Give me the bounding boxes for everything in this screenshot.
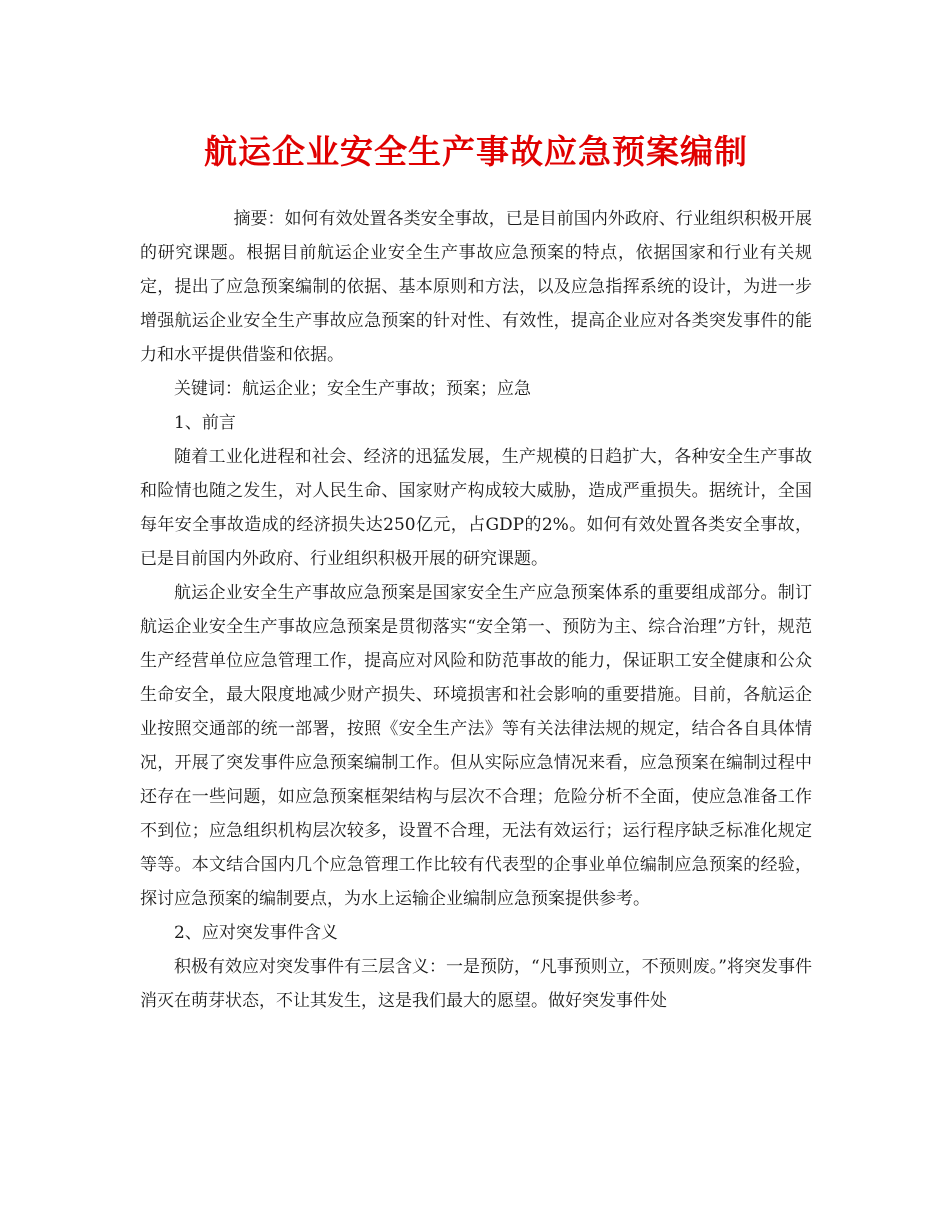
- section1-paragraph-1: 随着工业化进程和社会、经济的迅猛发展，生产规模的日趋扩大，各种安全生产事故和险情也随之发生，对人民生命、国家财产构成较大威胁，造成严重损失。据统计，全国每年安全事故造成的经济损失达250亿元，占GDP的2%。如何有效处置各类安全事故，已是目前国内外政府、行业组织积极开展的研究课题。: [140, 447, 812, 569]
- document-body: [140, 202, 812, 1018]
- section-heading-2: 2、应对突发事件含义: [174, 923, 338, 943]
- keywords-line: 关键词：航运企业；安全生产事故；预案；应急: [174, 379, 531, 399]
- section1-paragraph-2: 航运企业安全生产事故应急预案是国家安全生产应急预案体系的重要组成部分。制订航运企业安全生产事故应急预案是贯彻落实“安全第一、预防为主、综合治理”方针，规范生产经营单位应急管理工作，提高应对风险和防范事故的能力，保证职工安全健康和公众生命安全，最大限度地减少财产损失、环境损害和社会影响的重要措施。目前，各航运企业按照交通部的统一部署，按照《安全生产法》等有关法律法规的规定，结合各自具体情况，开展了突发事件应急预案编制工作。但从实际应急情况来看，应急预案在编制过程中还存在一些问题，如应急预案框架结构与层次不合理；危险分析不全面，使应急准备工作不到位；应急组织机构层次较多，设置不合理，无法有效运行；运行程序缺乏标准化规定等等。本文结合国内几个应急管理工作比较有代表型的企事业单位编制应急预案的经验，探讨应急预案的编制要点，为水上运输企业编制应急预案提供参考。: [140, 583, 812, 909]
- section-heading-1: 1、前言: [174, 413, 236, 433]
- section2-paragraph-1: 积极有效应对突发事件有三层含义：一是预防，“凡事预则立，不预则废。”将突发事件消灭在萌芽状态，不让其发生，这是我们最大的愿望。做好突发事件处: [140, 957, 812, 1011]
- abstract-paragraph: 摘要：如何有效处置各类安全事故，已是目前国内外政府、行业组织积极开展的研究课题。根据目前航运企业安全生产事故应急预案的特点，依据国家和行业有关规定，提出了应急预案编制的依据、基本原则和方法，以及应急指挥系统的设计，为进一步增强航运企业安全生产事故应急预案的针对性、有效性，提高企业应对各类突发事件的能力和水平提供借鉴和依据。: [140, 209, 812, 365]
- document-title: 航运企业安全生产事故应急预案编制: [204, 132, 748, 171]
